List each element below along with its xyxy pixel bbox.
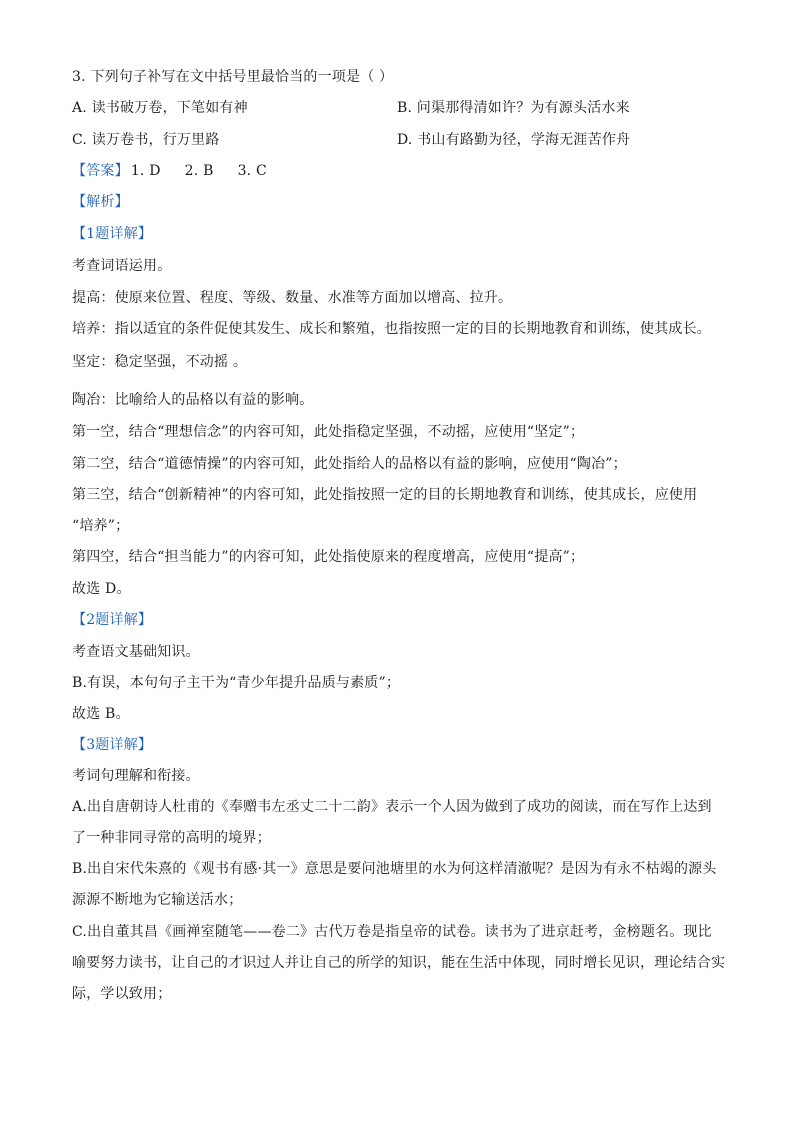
section1-line: 培养：指以适宜的条件促使其发生、成长和繁殖，也指按照一定的目的长期地教育和训练，使其成长。 [72, 321, 711, 337]
section3-line: 喻要努力读书，让自己的才识过人并让自己的所学的知识，能在生活中体现，同时增长见识，理论结合实 [72, 955, 726, 971]
section1-line: “培养”； [72, 518, 130, 534]
option-d: D. 书山有路勤为径，学海无涯苦作舟 [397, 132, 631, 148]
section3-line: C.出自董其昌《画禅室随笔——卷二》古代万卷是指皇帝的试卷。读书为了进京赶考，金榜题名。现比 [72, 924, 712, 940]
section1-line: 陶冶：比喻给人的品格以有益的影响。 [72, 392, 314, 408]
option-b: B. 问渠那得清如许？为有源头活水来 [397, 100, 630, 116]
section1-line: 第四空，结合“担当能力”的内容可知，此处指使原来的程度增高，应使用“提高”； [72, 549, 585, 565]
section1-line: 故选 D。 [72, 581, 131, 597]
answer-item-2: 2. B [184, 163, 214, 179]
option-a: A. 读书破万卷，下笔如有神 [72, 100, 248, 116]
analysis-label: 【解析】 [72, 194, 129, 210]
section2-line: 考查语文基础知识。 [72, 644, 200, 660]
section3-line: 际，学以致用； [72, 986, 172, 1002]
section2-line: 故选 B。 [72, 706, 130, 722]
answer-item-1: 1. D [130, 163, 161, 179]
section1-line: 第二空，结合“道德情操”的内容可知，此处指给人的品格以有益的影响，应使用“陶冶”； [72, 456, 627, 472]
section3-heading: 【3题详解】 [72, 737, 153, 753]
section1-line: 考查词语运用。 [72, 258, 172, 274]
section1-line: 提高：使原来位置、程度、等级、数量、水准等方面加以增高、拉升。 [72, 290, 513, 306]
section3-line: 源源不断地为它输送活水； [72, 892, 243, 908]
section1-line: 第三空，结合“创新精神”的内容可知，此处指按照一定的目的长期地教育和训练，使其成长，应使用 [72, 487, 698, 503]
question-title: 3. 下列句子补写在文中括号里最恰当的一项是（ ） [72, 69, 394, 85]
section3-line: 了一种非同寻常的高明的境界； [72, 830, 271, 846]
section1-heading: 【1题详解】 [72, 226, 153, 242]
answer-line [72, 162, 291, 180]
section2-line: B.有误，本句句子主干为“青少年提升品质与素质”； [72, 675, 401, 691]
section3-line: 考词句理解和衔接。 [72, 768, 200, 784]
section1-line: 坚定：稳定坚强，不动摇 。 [72, 354, 248, 370]
section3-line: A.出自唐朝诗人杜甫的《奉赠韦左丞丈二十二韵》表示一个人因为做到了成功的阅读，而在写作上达到 [72, 799, 712, 815]
section1-line: 第一空，结合“理想信念”的内容可知，此处指稳定坚强，不动摇，应使用“坚定”； [72, 424, 585, 440]
option-c: C. 读万卷书，行万里路 [72, 132, 220, 148]
section3-line: B.出自宋代朱熹的《观书有感·其一》意思是要问池塘里的水为何这样清澈呢？是因为有永不枯竭的源头 [72, 861, 717, 877]
answer-item-3: 3. C [237, 163, 267, 179]
section2-heading: 【2题详解】 [72, 612, 153, 628]
answer-label: 【答案】 [72, 163, 129, 179]
